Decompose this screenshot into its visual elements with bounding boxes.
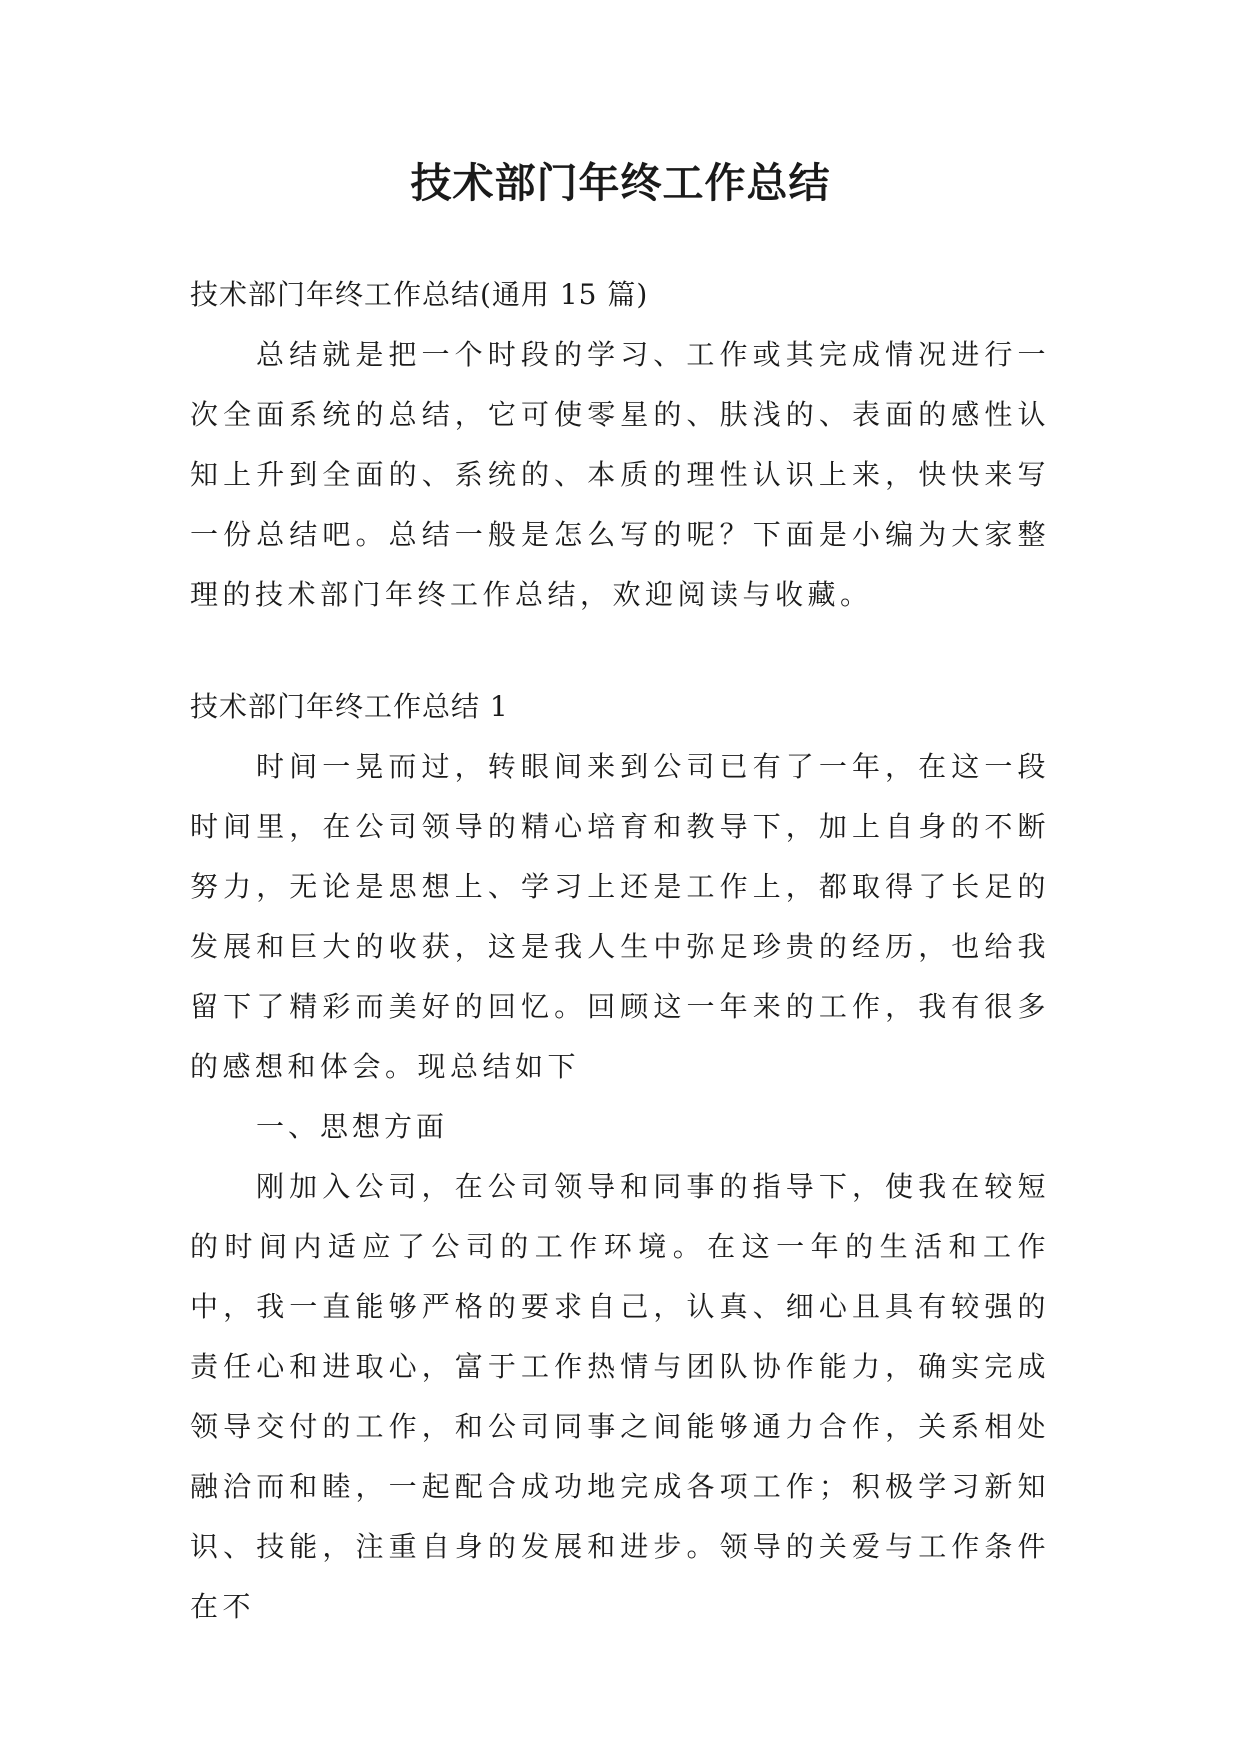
section-paragraph-2: 刚加入公司，在公司领导和同事的指导下，使我在较短的时间内适应了公司的工作环境。在这一年的生活和工作中，我一直能够严格的要求自己，认真、细心且具有较强的责任心和进取心，富于工作热情与团队协作能力，确实完成领导交付的工作，和公司同事之间能够通力合作，关系相处融洽而和睦，一起配合成功地完成各项工作；积极学习新知识、技能，注重自身的发展和进步。领导的关爱与工作条件在不: [190, 1170, 1050, 1623]
section-paragraph: 时间一晃而过，转眼间来到公司已有了一年，在这一段时间里，在公司领导的精心培育和教导下，加上自身的不断努力，无论是思想上、学习上还是工作上，都取得了长足的发展和巨大的收获，这是我人生中弥足珍贵的经历，也给我留下了精彩而美好的回忆。回顾这一年来的工作，我有很多的感想和体会。现总结如下: [190, 750, 1050, 1083]
section-subheading: 一、思想方面: [256, 1110, 449, 1143]
intro-paragraph: 总结就是把一个时段的学习、工作或其完成情况进行一次全面系统的总结，它可使零星的、肤浅的、表面的感性认知上升到全面的、系统的、本质的理性认识上来，快快来写一份总结吧。总结一般是怎么写的呢？下面是小编为大家整理的技术部门年终工作总结，欢迎阅读与收藏。: [190, 338, 1050, 611]
section-heading: 技术部门年终工作总结 1: [190, 690, 509, 723]
document-title: 技术部门年终工作总结: [410, 159, 831, 207]
document-body: [190, 265, 1050, 1637]
document-subtitle: 技术部门年终工作总结(通用 15 篇): [190, 278, 649, 311]
